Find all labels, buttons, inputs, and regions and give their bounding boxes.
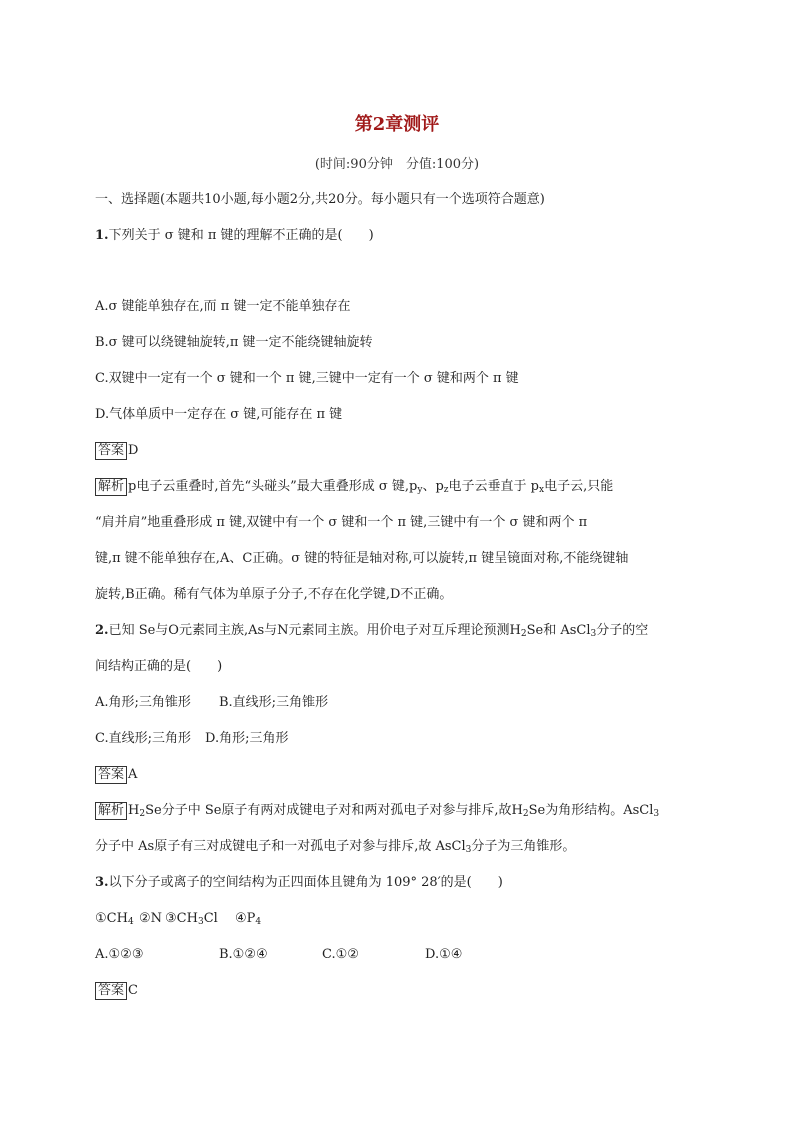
section-heading: 一、选择题(本题共10小题,每小题2分,共20分。每小题只有一个选项符合题意) [95, 192, 545, 207]
subscript: 2 [520, 629, 527, 639]
subscript: y [417, 485, 423, 495]
item-text: ③CH [165, 911, 198, 926]
exam-info: (时间:90分钟 分值:100分) [314, 157, 480, 172]
q2-answer [95, 765, 137, 785]
analysis-text: 电子云,只能 [544, 479, 614, 494]
question-number: 1. [95, 228, 109, 243]
subscript: 3 [653, 809, 660, 819]
q3-item-4 [235, 909, 261, 932]
analysis-text: 分子为三角锥形。 [471, 839, 576, 854]
q1-analysis-line-3: 键,π 键不能单独存在,A、C正确。σ 键的特征是轴对称,可以旋转,π 键呈镜面对称,不能绕键轴 [95, 551, 629, 566]
answer-label: 答案 [95, 442, 127, 460]
subscript: 3 [465, 845, 472, 855]
q1-option-b: B.σ 键可以绕键轴旋转,π 键一定不能绕键轴旋转 [95, 335, 373, 350]
analysis-text: 、p [422, 479, 444, 494]
analysis-label: 解析 [95, 802, 127, 820]
question-number: 2. [95, 623, 109, 638]
q1-analysis-line-4: 旋转,B正确。稀有气体为单原子分子,不存在化学键,D不正确。 [95, 587, 453, 602]
answer-value: D [128, 443, 139, 458]
q1-option-a: A.σ 键能单独存在,而 π 键一定不能单独存在 [95, 299, 351, 314]
subscript: 3 [590, 629, 597, 639]
subscript: 2 [522, 809, 529, 819]
subscript: 4 [127, 917, 134, 927]
analysis-text: Se为角形结构。AsCl [528, 803, 654, 818]
q3-option-a: A.①②③ [95, 947, 144, 962]
question-text: 下列关于 σ 键和 π 键的理解不正确的是( ) [108, 228, 374, 243]
subscript: x [539, 485, 545, 495]
item-text: Cl [203, 911, 218, 926]
analysis-text: 电子云垂直于 p [448, 479, 539, 494]
q1-option-d: D.气体单质中一定存在 σ 键,可能存在 π 键 [95, 407, 343, 422]
analysis-text: 分子中 As原子有三对成键电子和一对孤电子对参与排斥,故 AsCl [95, 839, 466, 854]
question-1-stem [95, 226, 374, 246]
subscript: 4 [255, 917, 262, 927]
q2-option-d: D.角形;三角形 [205, 731, 289, 746]
question-text: 已知 Se与O元素同主族,As与N元素同主族。用价电子对互斥理论预测H [108, 623, 521, 638]
answer-label: 答案 [95, 766, 127, 784]
q2-option-c: C.直线形;三角形 [95, 731, 191, 746]
q3-item-3 [165, 909, 235, 932]
question-text: 分子的空 [596, 623, 649, 638]
q3-items [95, 909, 261, 932]
answer-value: A [128, 767, 138, 782]
item-text: ①CH [95, 911, 128, 926]
question-2-stem-line-1 [95, 621, 648, 644]
q1-analysis-line-1 [95, 477, 613, 500]
item-text: ④P [235, 911, 256, 926]
q3-item-2: ②N [139, 911, 163, 926]
question-2-stem-line-2: 间结构正确的是( ) [95, 659, 223, 674]
q2-analysis-line-1 [95, 801, 659, 824]
q3-answer [95, 981, 138, 1001]
answer-label: 答案 [95, 982, 127, 1000]
answer-value: C [128, 983, 138, 998]
question-text: Se和 AsCl [526, 623, 591, 638]
q2-options-row-1 [95, 693, 328, 713]
analysis-text: H [128, 803, 140, 818]
question-3-stem [95, 873, 503, 893]
subscript: 3 [197, 917, 204, 927]
analysis-text: p电子云重叠时,首先“头碰头”最大重叠形成 σ 键,p [128, 479, 418, 494]
question-number: 3. [95, 875, 109, 890]
q3-option-b: B.①②④ [219, 947, 268, 962]
analysis-label: 解析 [95, 478, 127, 496]
q3-item-1 [95, 909, 139, 932]
subscript: 2 [139, 809, 146, 819]
question-text: 以下分子或离子的空间结构为正四面体且键角为 109° 28′的是( ) [108, 875, 503, 890]
q1-analysis-line-2: “肩并肩”地重叠形成 π 键,双键中有一个 σ 键和一个 π 键,三键中有一个 σ 键和两个 π [95, 515, 588, 530]
q2-options-row-2 [95, 729, 288, 749]
q2-option-b: B.直线形;三角锥形 [219, 695, 329, 710]
subscript: z [443, 485, 449, 495]
q1-option-c: C.双键中一定有一个 σ 键和一个 π 键,三键中一定有一个 σ 键和两个 π 键 [95, 371, 519, 386]
q1-answer [95, 441, 138, 461]
q3-options [95, 945, 462, 965]
page-title: 第2章测评 [354, 114, 440, 135]
q3-option-d: D.①④ [425, 947, 463, 962]
q3-option-c: C.①② [322, 947, 359, 962]
q2-analysis-line-2 [95, 837, 575, 860]
q2-option-a: A.角形;三角锥形 [95, 695, 191, 710]
analysis-text: Se分子中 Se原子有两对成键电子对和两对孤电子对参与排斥,故H [145, 803, 523, 818]
